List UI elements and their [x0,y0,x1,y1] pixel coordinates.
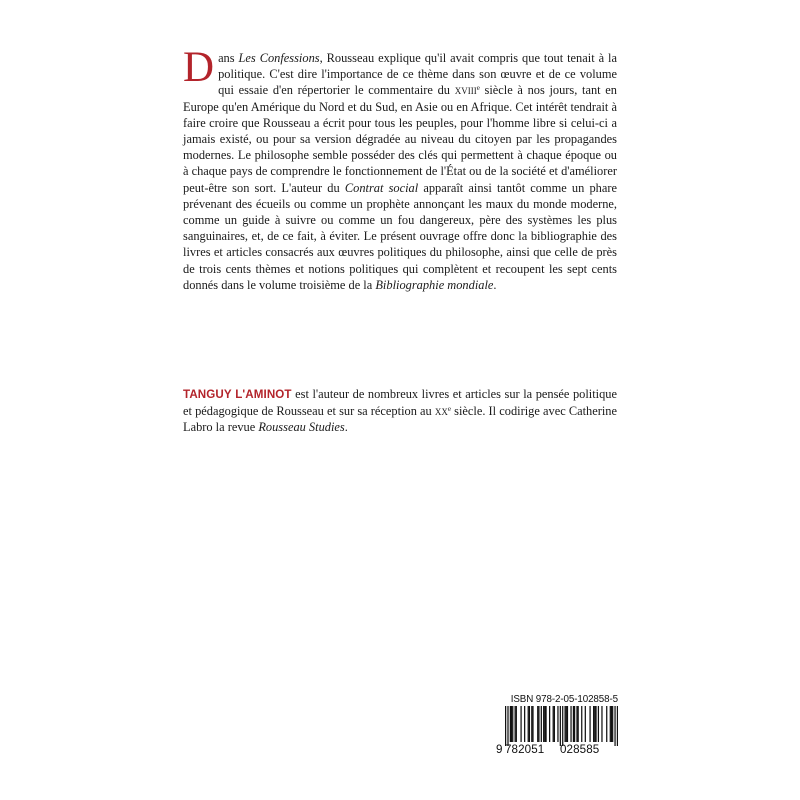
barcode-guard-bar [507,706,508,746]
barcode-guard-bar [562,706,563,746]
barcode-guard-bar [560,706,561,746]
barcode-bar [593,706,594,742]
barcode-bar [610,706,611,742]
barcode-bar [595,706,596,742]
barcode-bar [529,706,530,742]
barcode-digits-group-1: 782051 [505,743,545,756]
barcode-bar [516,706,517,742]
blurb-text-5: . [493,277,497,292]
isbn-barcode [496,694,618,758]
blurb-text-4: apparaît ainsi tantôt comme un phare prévenant des écueils ou comme un prophète annonçant les maux du monde moderne, comme un guide à suivre ou comme un fou dangereux, père des systèmes les plus sanguinaires, et, de ce fait, à éviter. Le présent ouvrage offre donc la bibliographie des livres et articles consacrés aux œuvres politiques du philosophe, ainsi que celle de près de trois cents thèmes et notions politiques qui complètent et recoupent les sept cents donnés dans le volume troisième de la [183,180,617,292]
barcode-bar [531,706,532,742]
blurb-text-1: ans [218,51,239,65]
author-text-3: . [344,420,348,435]
author-name: TANGUY L'AMINOT [183,388,292,401]
barcode-bar [557,706,558,742]
barcode-bar [537,706,538,742]
barcode-guard-bar [614,706,615,746]
barcode-bar [567,706,568,742]
barcode-bar [554,706,555,742]
barcode-bar [528,706,529,742]
blurb-text-3: siècle à nos jours, tant en Europe qu'en Amérique du Nord et du Sud, en Asie ou en Afrique. Cet intérêt tendrait à faire croire que Rousseau a écrit pour tous les peuples, pour l'homme libre si celui-ci a jamais existé, ou pour sa version dégradée au niveau du citoyen par les propagandes modernes. Le philosophe semble posséder des clés qui permettent à chaque époque ou à chaque pays de comprendre le fonctionnement de l'État ou de la société et d'améliorer peut-être son sort. L'auteur du [183,83,617,195]
barcode-guard-bar [617,706,618,746]
barcode-bar [538,706,539,742]
barcode-bar [545,706,546,742]
barcode-bar [578,706,579,742]
barcode-bar [585,706,586,742]
barcode-bar [574,706,575,742]
blurb-century-sup: e [476,84,480,93]
barcode-bar [515,706,516,742]
blurb-title-confessions: Les Confessions [238,51,320,65]
barcode-bar [549,706,550,742]
blurb-century: xviii [454,83,477,98]
barcode-bar [598,706,599,742]
barcode-bar [601,706,602,742]
barcode-bar [512,706,513,742]
barcode-bar [570,706,571,742]
barcode-bar [581,706,582,742]
barcode-bar [553,706,554,742]
barcode-bars [496,706,618,746]
barcode-guard-bar [505,706,506,746]
back-cover-blurb [183,44,617,293]
barcode-bar [612,706,613,742]
author-journal-title: Rousseau Studies [258,420,345,435]
author-text-2: siècle. Il codirige avec Catherine Labro la revue [183,404,617,435]
barcode-bar [573,706,574,742]
isbn-label: ISBN 978-2-05-102858-5 [510,694,618,705]
blurb-text-2: , Rousseau explique qu'il avait compris que tout tenait à la politique. C'est dire l'importance de ce thème dans son œuvre et de ce volume qui essaie d'en répertorier le commentaire du [218,51,617,98]
barcode-bar [524,706,525,742]
barcode-bar [611,706,612,742]
barcode-bar [541,706,542,742]
drop-cap-letter: D [183,44,215,91]
barcode-bar [544,706,545,742]
barcode-bar [606,706,607,742]
barcode-bar [511,706,512,742]
barcode-digits-group-2: 028585 [560,743,600,756]
author-century-sup: e [447,405,451,414]
barcode-digit-first: 9 [496,743,503,756]
barcode-bar [566,706,567,742]
author-text-1: est l'auteur de nombreux livres et articles sur la pensée politique et pédagogique de Rousseau et sur sa réception au [183,387,617,419]
barcode-bar [594,706,595,742]
barcode-bar [564,706,565,742]
blurb-title-bibliographie: Bibliographie mondiale [375,277,494,292]
blurb-title-contrat-social: Contrat social [344,180,419,195]
barcode-bar [532,706,533,742]
barcode-bar [510,706,511,742]
barcode-bar [576,706,577,742]
barcode-bar [543,706,544,742]
author-century: xx [434,404,448,419]
barcode-bar [589,706,590,742]
author-bio [183,386,617,436]
barcode-bar [520,706,521,742]
